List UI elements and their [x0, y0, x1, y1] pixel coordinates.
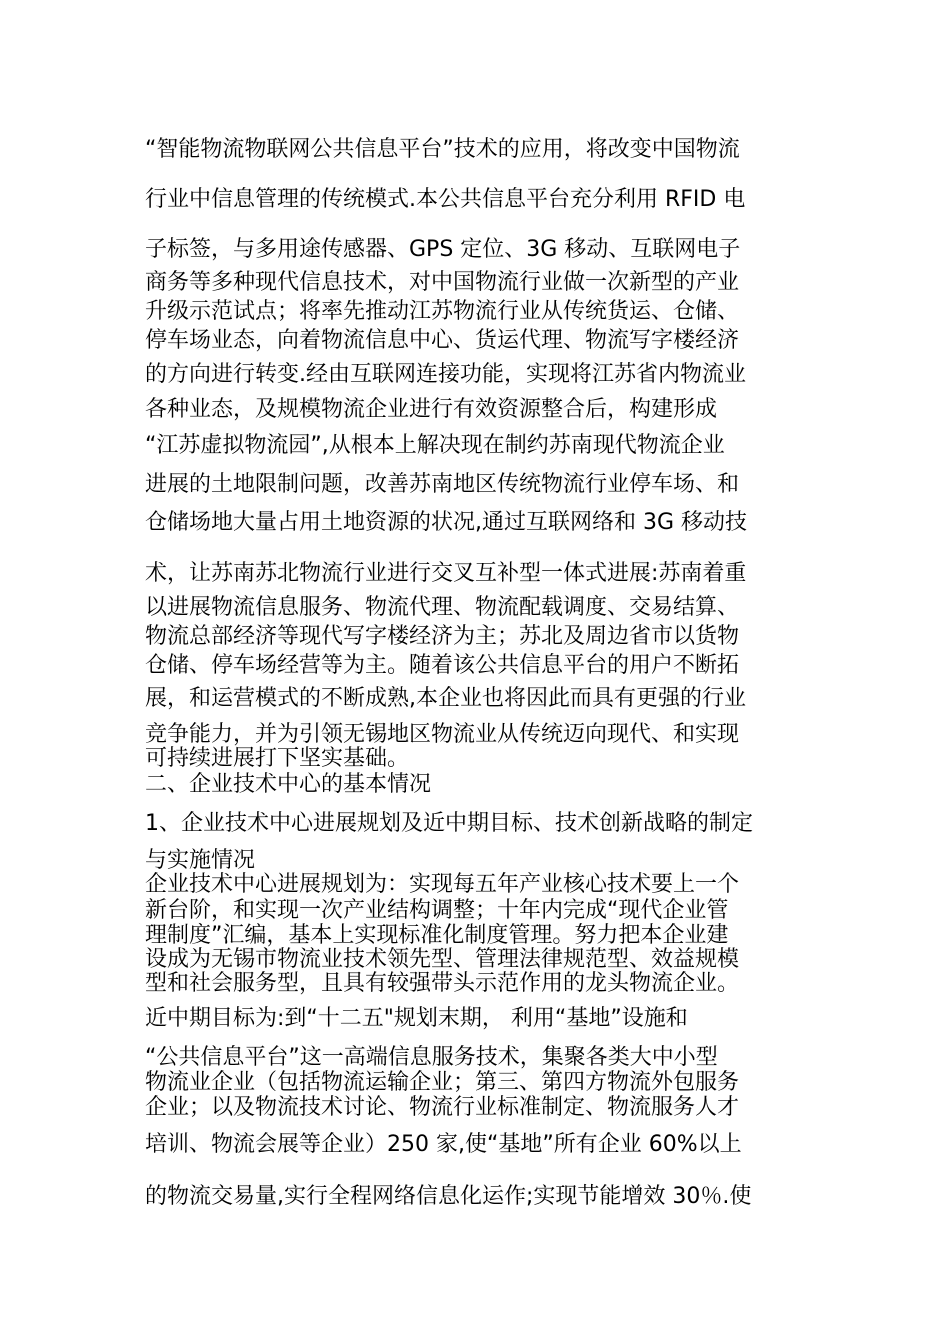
text-line: “江苏虚拟物流园”,从根本上解决现在制约苏南现代物流企业 [145, 433, 725, 458]
text-line: 物流总部经济等现代写字楼经济为主；苏北及周边省市以货物 [145, 624, 740, 649]
text-line: 培训、物流会展等企业）250 家,使“基地”所有企业 60%以上 [145, 1132, 742, 1157]
text-line: 停车场业态，向着物流信息中心、货运代理、物流写字楼经济 [145, 328, 740, 353]
text-line: 以进展物流信息服务、物流代理、物流配载调度、交易结算、 [145, 595, 740, 620]
text-line: 的物流交易量,实行全程网络信息化运作;实现节能增效 30％.使 [145, 1184, 752, 1209]
text-line: “智能物流物联网公共信息平台”技术的应用，将改变中国物流 [145, 137, 740, 162]
text-line: 术，让苏南苏北物流行业进行交叉互补型一体式进展:苏南着重 [145, 561, 747, 586]
text-line: 企业；以及物流技术讨论、物流行业标准制定、物流服务人才 [145, 1095, 740, 1120]
text-line: 近中期目标为:到“十二五"规划末期， 利用“基地”设施和 [145, 1006, 688, 1031]
text-line: 展，和运营模式的不断成熟,本企业也将因此而具有更强的行业 [145, 686, 746, 711]
text-line: 竞争能力，并为引领无锡地区物流业从传统迈向现代、和实现 [145, 722, 740, 747]
text-line: 行业中信息管理的传统模式.本公共信息平台充分利用 RFID 电 [145, 187, 746, 212]
text-line: 升级示范试点；将率先推动江苏物流行业从传统货运、仓储、 [145, 299, 740, 324]
text-line: 设成为无锡市物流业技术领先型、管理法律规范型、效益规模 [145, 947, 740, 972]
text-line: 子标签，与多用途传感器、GPS 定位、3G 移动、互联网电子 [145, 237, 741, 262]
text-line: 各种业态，及规模物流企业进行有效资源整合后，构建形成 [145, 397, 718, 422]
text-line: 理制度”汇编，基本上实现标准化制度管理。努力把本企业建 [145, 923, 729, 948]
text-line: “公共信息平台”这一高端信息服务技术，集聚各类大中小型 [145, 1045, 718, 1070]
text-line: 型和社会服务型，且具有较强带头示范作用的龙头物流企业。 [145, 971, 740, 996]
text-line: 企业技术中心进展规划为：实现每五年产业核心技术要上一个 [145, 872, 740, 897]
text-line: 物流业企业（包括物流运输企业；第三、第四方物流外包服务 [145, 1070, 740, 1095]
text-line: 进展的土地限制问题，改善苏南地区传统物流行业停车场、和 [145, 472, 740, 497]
text-line: 仓储场地大量占用土地资源的状况,通过互联网络和 3G 移动技 [145, 510, 748, 535]
text-line: 的方向进行转变.经由互联网连接功能，实现将江苏省内物流业 [145, 362, 746, 387]
subsection-heading: 1、企业技术中心进展规划及近中期目标、技术创新战略的制定 [145, 811, 753, 836]
text-line: 商务等多种现代信息技术，对中国物流行业做一次新型的产业 [145, 270, 740, 295]
subsection-heading: 与实施情况 [145, 848, 256, 873]
text-line: 可持续进展打下坚实基础。 [145, 746, 410, 771]
section-heading: 二、企业技术中心的基本情况 [145, 772, 432, 797]
text-line: 仓储、停车场经营等为主。随着该公共信息平台的用户不断拓 [145, 653, 740, 678]
text-line: 新台阶，和实现一次产业结构调整；十年内完成“现代企业管 [145, 898, 729, 923]
